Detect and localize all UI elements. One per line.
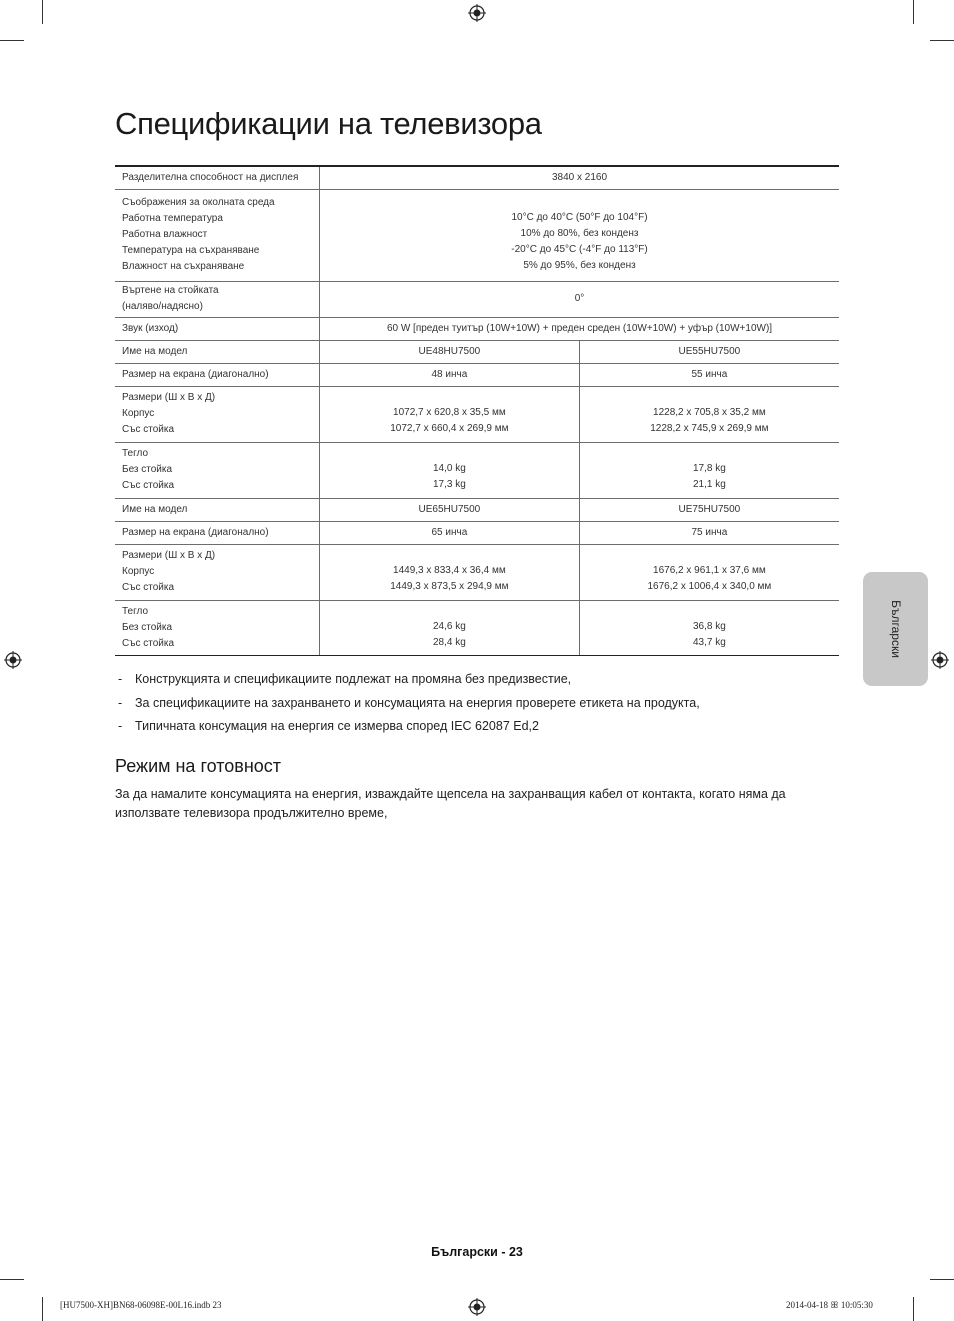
table-row xyxy=(115,442,839,498)
spec-value-line: 0° xyxy=(574,293,585,304)
table-row xyxy=(115,166,839,189)
page-title: Спецификации на телевизора xyxy=(115,106,542,141)
spec-label-line: Име на модел xyxy=(122,503,188,515)
note-text: За спецификациите на захранването и консумацията на енергия проверете етикета на продукта, xyxy=(135,695,700,710)
spec-value-line: 48 инча xyxy=(431,368,468,380)
spec-value-line: 1449,3 x 833,4 x 36,4 мм xyxy=(393,565,506,576)
spec-value-line: 17,8 kg xyxy=(692,463,726,474)
spec-value-line: 65 инча xyxy=(431,526,468,538)
spec-table xyxy=(115,165,839,656)
spec-label-cell xyxy=(115,166,320,189)
spec-label-cell xyxy=(115,498,320,521)
print-slug-right: 2014-04-18 ꕥ 10:05:30 xyxy=(786,1300,873,1310)
spec-label-line: Тегло xyxy=(122,605,149,617)
spec-value-line: UE48HU7500 xyxy=(418,345,481,357)
spec-value-line: 5% до 95%, без конденз xyxy=(523,260,636,271)
spec-value-line: 43,7 kg xyxy=(692,636,726,648)
spec-value-line: 1072,7 x 660,4 x 269,9 мм xyxy=(390,423,509,434)
spec-label-line: Размери (Ш x В x Д) xyxy=(122,550,216,561)
spec-value-line: 1228,2 x 745,9 x 269,9 мм xyxy=(650,423,769,434)
spec-value-cell xyxy=(579,521,839,544)
list-dash: - xyxy=(118,719,123,733)
crop-mark xyxy=(42,0,43,24)
spec-label-line: Със стойка xyxy=(122,480,175,491)
spec-value-cell xyxy=(320,442,580,498)
spec-value-cell xyxy=(579,498,839,521)
list-item xyxy=(115,668,855,692)
spec-value-line: 60 W [преден туитър (10W+10W) + преден среден (10W+10W) + уфър (10W+10W)] xyxy=(386,322,773,334)
registration-mark-icon xyxy=(468,1298,486,1316)
table-row xyxy=(115,498,839,521)
note-text: Конструкцията и спецификациите подлежат на промяна без предизвестие, xyxy=(135,672,572,686)
spec-label-line: Със стойка xyxy=(122,582,175,593)
spec-value-line: 1676,2 x 961,1 x 37,6 мм xyxy=(653,565,766,576)
spec-value-cell xyxy=(579,600,839,655)
spec-value-line: 21,1 kg xyxy=(692,479,726,490)
spec-value-cell xyxy=(320,189,840,281)
spec-label-cell xyxy=(115,340,320,363)
spec-value-line: UE75HU7500 xyxy=(678,503,741,515)
spec-label-line: Влажност на съхраняване xyxy=(122,261,245,272)
spec-value-line: 14,0 kg xyxy=(432,463,466,474)
spec-label-cell xyxy=(115,600,320,655)
table-row xyxy=(115,189,839,281)
spec-label-line: Корпус xyxy=(122,408,155,419)
spec-value-cell xyxy=(579,363,839,386)
spec-value-line: 3840 x 2160 xyxy=(551,171,608,183)
spec-value-line: 17,3 kg xyxy=(432,479,466,490)
spec-value-cell xyxy=(320,166,840,189)
table-row xyxy=(115,281,839,317)
table-row xyxy=(115,386,839,442)
table-row xyxy=(115,600,839,655)
crop-mark xyxy=(0,40,24,41)
spec-label-line: Име на модел xyxy=(122,345,188,357)
crop-mark xyxy=(930,1279,954,1280)
spec-value-cell xyxy=(320,498,580,521)
spec-value-line: 28,4 kg xyxy=(432,636,466,648)
spec-value-cell xyxy=(320,386,580,442)
spec-label-cell xyxy=(115,189,320,281)
spec-label-line: Работна влажност xyxy=(122,229,208,240)
spec-label-line: Звук (изход) xyxy=(122,322,179,334)
crop-mark xyxy=(913,0,914,24)
spec-value-line: 36,8 kg xyxy=(692,620,726,632)
spec-label-line: Размер на екрана (диагонално) xyxy=(122,368,269,380)
table-row xyxy=(115,340,839,363)
spec-label-line: Съображения за околната среда xyxy=(122,197,275,208)
list-item xyxy=(115,715,855,739)
note-text: Типичната консумация на енергия се измерва според IEC 62087 Ed,2 xyxy=(135,719,539,733)
spec-value-cell xyxy=(320,340,580,363)
notes-list xyxy=(115,668,855,739)
spec-value-line: 1676,2 x 1006,4 x 340,0 мм xyxy=(647,581,772,592)
spec-value-line: 10% до 80%, без конденз xyxy=(520,228,639,239)
language-side-tab xyxy=(863,572,928,686)
spec-value-line: UE65HU7500 xyxy=(418,503,481,515)
spec-label-line: (наляво/надясно) xyxy=(122,301,203,312)
registration-mark-icon xyxy=(4,651,22,669)
spec-value-line: 1228,2 x 705,8 x 35,2 мм xyxy=(653,407,766,418)
crop-mark xyxy=(0,1279,24,1280)
spec-label-line: Температура на съхраняване xyxy=(122,245,260,256)
table-row xyxy=(115,317,839,340)
spec-label-line: Размери (Ш x В x Д) xyxy=(122,392,216,403)
spec-label-line: Корпус xyxy=(122,566,155,577)
table-row xyxy=(115,544,839,600)
list-dash: - xyxy=(118,695,123,710)
spec-value-cell xyxy=(320,281,840,317)
spec-value-cell xyxy=(320,544,580,600)
spec-label-line: Работна температура xyxy=(122,213,223,224)
spec-label-line: Размер на екрана (диагонално) xyxy=(122,526,269,538)
spec-value-line: 10°C до 40°C (50°F до 104°F) xyxy=(511,212,648,223)
side-tab-label: Български xyxy=(888,600,903,658)
spec-value-cell xyxy=(320,600,580,655)
spec-value-cell xyxy=(579,544,839,600)
spec-label-line: Без стойка xyxy=(122,621,173,633)
spec-value-line: -20°C до 45°C (-4°F до 113°F) xyxy=(511,244,648,255)
spec-label-line: Въртене на стойката xyxy=(122,285,219,296)
spec-value-cell xyxy=(320,521,580,544)
table-row xyxy=(115,363,839,386)
spec-value-cell xyxy=(320,317,840,340)
spec-label-line: Тегло xyxy=(122,448,149,459)
print-slug-left: [HU7500-XH]BN68-06098E-00L16.indb 23 xyxy=(60,1300,222,1310)
table-row xyxy=(115,521,839,544)
registration-mark-icon xyxy=(931,651,949,669)
section-paragraph: За да намалите консумацията на енергия, изваждайте щепсела на захранващия кабел от контакта, когато няма да използвате телевизора продължително време, xyxy=(115,787,786,820)
spec-label-cell xyxy=(115,386,320,442)
spec-label-line: Разделителна способност на дисплея xyxy=(122,171,299,183)
section-heading: Режим на готовност xyxy=(115,756,282,776)
list-dash: - xyxy=(118,672,123,686)
list-item xyxy=(115,692,855,716)
spec-label-cell xyxy=(115,363,320,386)
spec-value-line: 24,6 kg xyxy=(432,620,466,632)
spec-label-cell xyxy=(115,317,320,340)
spec-value-line: 1072,7 x 620,8 x 35,5 мм xyxy=(393,407,506,418)
page-number: Български - 23 xyxy=(431,1245,523,1259)
registration-mark-icon xyxy=(468,4,486,22)
spec-value-line: UE55HU7500 xyxy=(678,345,741,357)
spec-value-cell xyxy=(320,363,580,386)
spec-label-cell xyxy=(115,442,320,498)
spec-label-line: Със стойка xyxy=(122,424,175,435)
spec-label-line: Без стойка xyxy=(122,464,173,475)
spec-label-cell xyxy=(115,544,320,600)
spec-label-cell xyxy=(115,521,320,544)
spec-value-line: 75 инча xyxy=(691,526,728,538)
spec-value-cell xyxy=(579,442,839,498)
spec-value-cell xyxy=(579,386,839,442)
crop-mark xyxy=(930,40,954,41)
spec-value-cell xyxy=(579,340,839,363)
spec-value-line: 55 инча xyxy=(691,368,728,380)
spec-value-line: 1449,3 x 873,5 x 294,9 мм xyxy=(390,581,509,592)
spec-label-cell xyxy=(115,281,320,317)
spec-label-line: Със стойка xyxy=(122,637,175,649)
crop-mark xyxy=(42,1297,43,1321)
crop-mark xyxy=(913,1297,914,1321)
